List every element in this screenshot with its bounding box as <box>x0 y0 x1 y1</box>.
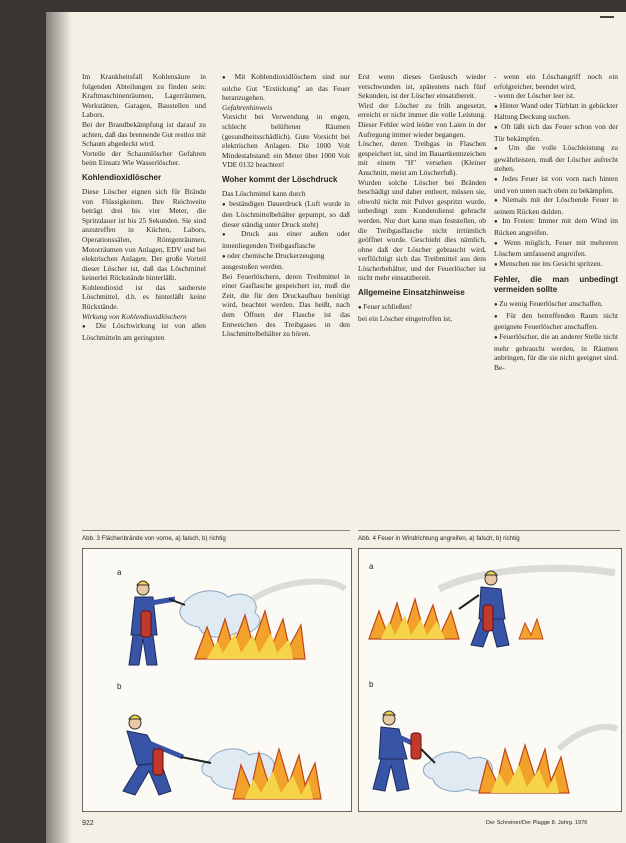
paragraph: ausgestoßen werden. <box>222 262 284 272</box>
bullet-item: ● Mit Kohlendioxidlöschern sind nur solche Gut "Erstickung" an das Feuer heranzugehen. <box>222 72 350 103</box>
figure-4-illustration <box>358 548 622 812</box>
figure-rule-right <box>358 530 620 531</box>
text-column-3 <box>358 72 486 323</box>
page-gutter-shadow <box>46 12 72 843</box>
subheading: Wirkung von Kohlendioxidlöschern <box>82 311 187 321</box>
paragraph: Im Krankheitsfall Kohlensäure in folgenden Abteilungen zu finden sein: Kraftmaschinenräumen, Lagerräumen, Werkstätten, Garagen, Baustellen und Labors. <box>82 72 206 120</box>
paragraph: - wenn ein Löschangriff noch ein erfolgreicher, beendet wird, <box>494 72 618 91</box>
paragraph: - wenn der Löscher leer ist. <box>494 91 575 101</box>
text-column-4 <box>494 72 618 372</box>
section-heading: Allgemeine Einsatzhinweise <box>358 288 465 298</box>
figure-4-label-b: b <box>369 680 374 689</box>
page-number: 922 <box>82 820 94 827</box>
figure-4-caption: Abb. 4 Feuer in Windrichtung angreifen, a) falsch, b) richtig <box>358 535 520 542</box>
corner-mark <box>600 16 614 18</box>
bullet-item: ● Niemals mit der Löschende Feuer in seinem Rücken dulden. <box>494 195 618 216</box>
bullet-item: ● beständigen Dauerdruck (Luft wurde in den Löschmittelbehälter gepumpt, so daß dieser ständig unter Druck steht) <box>222 199 350 230</box>
bullet-item: ● Hinter Wand oder Türblatt in gebückter Haltung Deckung suchen. <box>494 101 618 122</box>
firefighter-figure <box>373 711 435 791</box>
section-heading: Kohlendioxidlöscher <box>82 172 162 182</box>
bullet-item: ● Druck aus einer außen oder innenliegenden Treibgasflasche <box>222 229 350 250</box>
paragraph: Bei der Brandbekämpfung ist darauf zu achten, daß das brennende Gut restlos mit Schaum abgedeckt wird. <box>82 119 206 149</box>
paragraph: Bei Feuerlöschern, deren Treibmittel in einer Gasflasche gespeichert ist, muß die Zeit, die für den Druckaufbau benötigt wird, beachtet werden. Das heißt, nach dem Öffnen der Flasche ist das Entweichen des Treibgases in den Löschmittelbehälter zu hören. <box>222 271 350 339</box>
firefighter-figure <box>129 581 185 665</box>
section-heading: Fehler, die man unbedingt vermeiden sollte <box>494 275 618 295</box>
bullet-item: ● Jedes Feuer ist von vorn nach hinten und von unten nach oben zu bekämpfen. <box>494 174 618 195</box>
bullet-item: ● Zu wenig Feuerlöscher anschaffen. <box>494 299 618 311</box>
bullet-item: ● oder chemische Druckerzeugung <box>222 251 350 263</box>
figure-3-illustration <box>82 548 352 812</box>
figure-4-drawing <box>359 549 621 811</box>
bullet-item: ● Wenn möglich, Feuer mit mehreren Löschern umfassend angreifen. <box>494 238 618 259</box>
text-column-1 <box>82 72 206 342</box>
bullet-item: ● Die Löschwirkung ist von allen Löschmitteln am geringsten <box>82 321 206 342</box>
bullet-item: ● Um die volle Löschleistung zu gewährleisten, muß der Löscher aufrecht stehen. <box>494 143 618 174</box>
paragraph: Wurden solche Löscher bei Bränden beschädigt und daher entleert, müssen sie, obwohl nicht mit Pulver gespritzt wurde, unbedingt zum Kundendienst gebracht werden. Nur dort kann man feststellen, ob die Treibgasflasche nicht irrtümlich geöffnet wurde. Geschieht dies nämlich, ohne daß der Löscher gebraucht wird, verflüchtigt sich das Treibmittel aus dem Löscherbehälter, und der Feuerlöscher ist nicht mehr einsatzbereit. <box>358 177 486 283</box>
paragraph: Löscher, deren Treibgas in Flaschen gespeichert ist, sind im Bauartkennzeichen mit einem "H" versehen (Kleiner Anschnitt, meist am Löscherfuß). <box>358 139 486 177</box>
figure-4-label-a: a <box>369 562 374 571</box>
bullet-item: ● Oft läßt sich das Feuer schon von der Tür bekämpfen. <box>494 122 618 143</box>
bullet-item: ● Feuer schließen! <box>358 302 486 314</box>
paragraph: Kohlendioxid ist das sauberste Löschmittel, d.h. es hinterläßt keine Rückstände. <box>82 282 206 312</box>
figure-3-caption: Abb. 3 Flächenbrände von vorne, a) falsch, b) richtig <box>82 535 226 542</box>
smoke-trail <box>253 582 345 599</box>
figure-3-drawing <box>83 549 351 811</box>
bullet-item: ● Für den betreffenden Raum nicht geeignete Feuerlöscher anschaffen. <box>494 311 618 332</box>
bullet-item: ● Im Freien: Immer mit dem Wind im Rücken angreifen. <box>494 216 618 237</box>
fire-flames <box>519 619 543 639</box>
paragraph: Erst wenn dieses Geräusch wieder verschwunden ist, spätestens nach fünf Sekunden, ist der Löscher einsatzbereit. <box>358 72 486 101</box>
paragraph: Vorsicht bei Verwendung in engen, schlecht belüfteten Räumen (gesundheitsschädlich). Gute Vorsicht bei elektrischen Anlagen. Die 1000 Volt Mindestabstand: ein Meter über 1000 Volt VDE 0132 beachten! <box>222 112 350 170</box>
figure-3-label-a: a <box>117 568 122 577</box>
section-heading: Woher kommt der Löschdruck <box>222 174 338 184</box>
subheading: Gefahrenhinweis <box>222 102 273 112</box>
text-column-2 <box>222 72 350 339</box>
smoke-trail <box>559 727 617 749</box>
paragraph: Vorteile der Schaumlöscher Gefahren beim Einsatz Wie Wasserlöscher. <box>82 148 206 168</box>
publication-credit: Der Schreiner/Der Plagge 8. Jahrg. 1976 <box>486 820 588 826</box>
paragraph: Das Löschmittel kann durch <box>222 188 306 198</box>
bullet-item: ● Menschen nie ins Gesicht spritzen. <box>494 259 618 271</box>
smoke-trail <box>439 568 615 589</box>
paragraph: Diese Löscher eignen sich für Brände von Flüssigkeiten. Ihre Reichweite beträgt drei bis vier Meter, die Spritzdauer ist bis 25 Sekunden. Sie sind anzutreffen in Küchen, Labors, Operationssälen, Röntgenräumen, Motorräumen von Anlagen, EDV und bei elektrischen Anlagen. Der große Vorteil dieser Löscher ist, daß das Löschmittel keinerlei Rückstände hinterläßt. <box>82 186 206 283</box>
paragraph: Wird der Löscher zu früh angesetzt, erreicht er nicht immer die volle Leistung. Dieser Fehler wird leider von Laien in der Aufregung immer wieder begangen. <box>358 100 486 139</box>
figure-rule-left <box>82 530 350 531</box>
figure-3-label-b: b <box>117 682 122 691</box>
bullet-item: ● Feuerlöscher, die an anderer Stelle nicht mehr gebraucht werden, in Räumen anbringen, für die sie nicht geeignet sind. Be- <box>494 332 618 372</box>
paragraph: bei ein Löscher eingetroffen ist, <box>358 313 453 323</box>
firefighter-figure <box>123 715 211 795</box>
